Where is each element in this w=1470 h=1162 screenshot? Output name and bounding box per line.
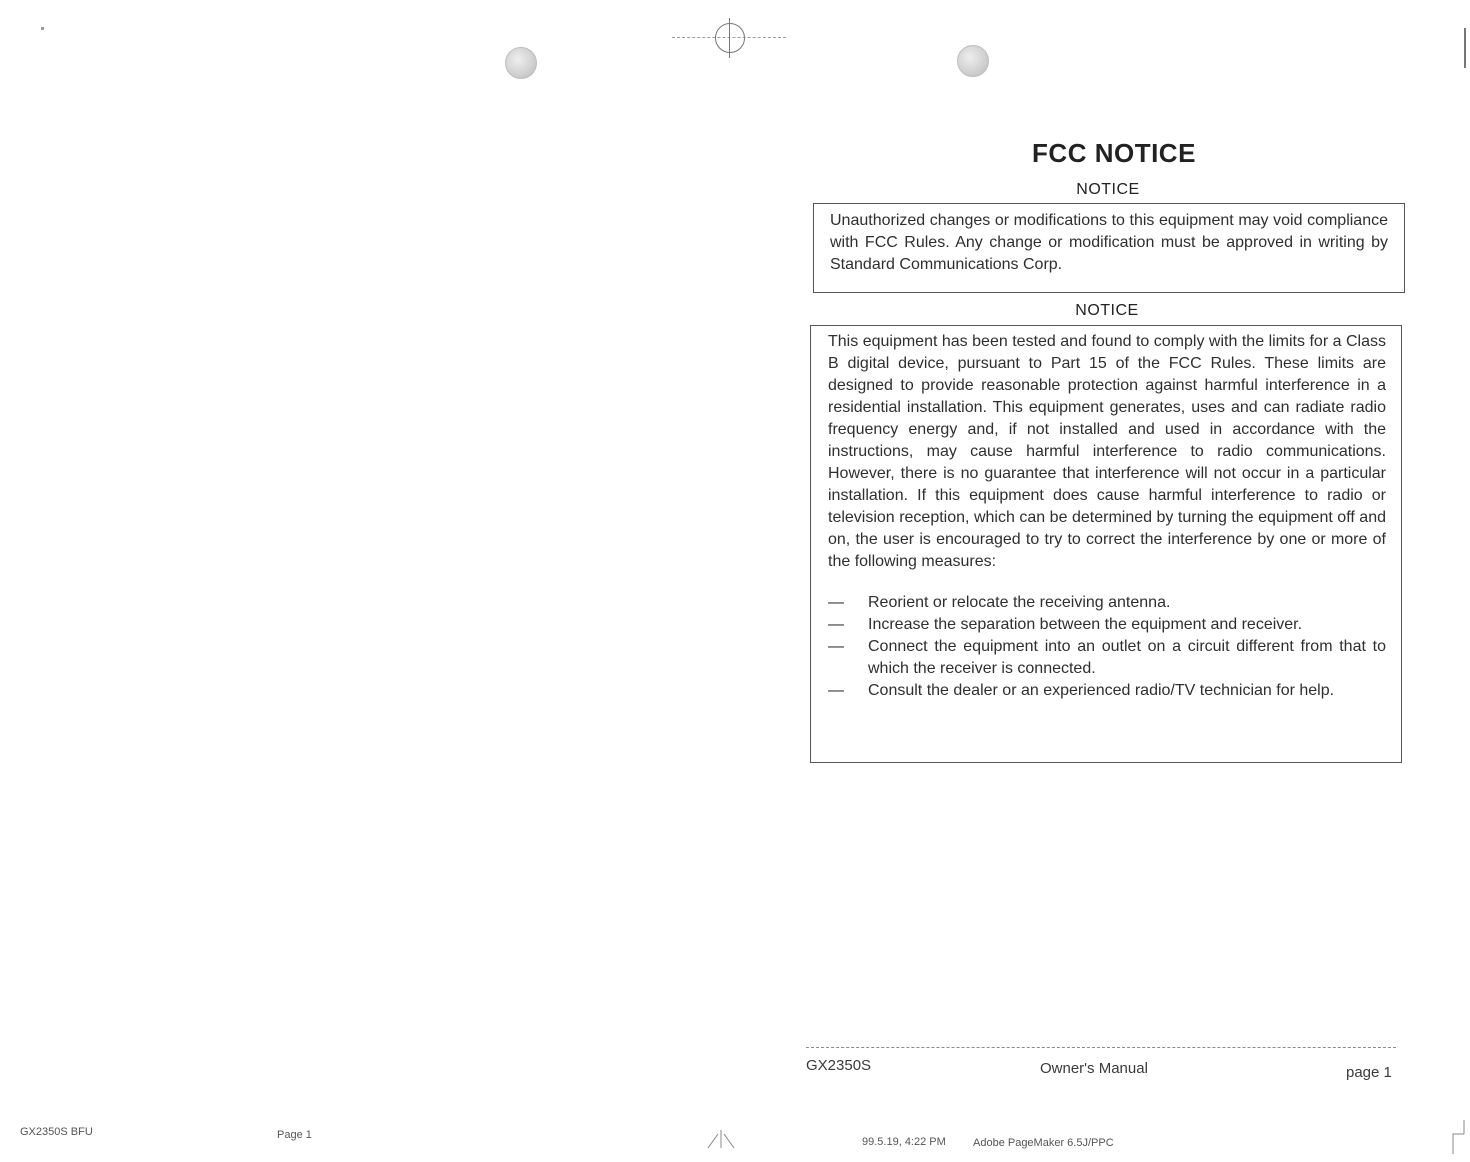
speck-top-left (41, 27, 44, 30)
dash-marker: — (828, 616, 844, 633)
slug-date: 99.5.19, 4:22 PM (862, 1136, 946, 1148)
measures-list (828, 592, 1386, 701)
registration-mark-icon (672, 18, 786, 58)
footer-model: GX2350S (806, 1057, 872, 1074)
slug-app: Adobe PageMaker 6.5J/PPC (973, 1137, 1114, 1149)
dash-marker: — (828, 681, 844, 699)
crop-mark-bottom-right (1450, 1120, 1470, 1154)
measure-text: Connect the equipment into an outlet on a circuit different from that to which the receiver is connected. (868, 638, 1386, 677)
list-item (828, 614, 1386, 636)
registration-mark-bottom-icon (706, 1126, 736, 1150)
measure-text: Increase the separation between the equipment and receiver. (868, 616, 1303, 633)
slug-page: Page 1 (277, 1129, 312, 1141)
punch-hole-left (505, 47, 537, 79)
footer-manual: Owner's Manual (1040, 1060, 1148, 1077)
list-item (828, 680, 1386, 702)
dash-marker: — (828, 638, 844, 655)
notice1-heading: NOTICE (1076, 181, 1140, 198)
crop-mark-top-right (1464, 28, 1466, 68)
measure-text: Consult the dealer or an experienced radio/TV technician for help. (868, 681, 1335, 699)
punch-hole-right (957, 45, 989, 77)
notice2-heading: NOTICE (1075, 302, 1139, 319)
list-item (828, 592, 1386, 614)
footer-rule (806, 1047, 1396, 1048)
notice2-box (810, 325, 1402, 763)
notice1-box (813, 203, 1405, 293)
list-item (828, 636, 1386, 679)
footer-page-number: page 1 (1346, 1064, 1392, 1081)
page-title: FCC NOTICE (1032, 138, 1196, 168)
measure-text: Reorient or relocate the receiving antenna. (868, 594, 1171, 611)
notice2-text: This equipment has been tested and found to comply with the limits for a Class B digital device, pursuant to Part 15 of the FCC Rules. These limits are designed to provide reasonable protection against harmful interference in a residential installation. This equipment generates, uses and can radiate radio frequency energy and, if not installed and used in accordance with the instructions, may cause harmful interference to radio communications. However, there is no guarantee that interference will not occur in a particular installation. If this equipment does cause harmful interference to radio or television reception, which can be determined by turning the equipment off and on, the user is encouraged to try to correct the interference by one or more of the following measures: (828, 333, 1386, 570)
dash-marker: — (828, 594, 844, 611)
notice1-text: Unauthorized changes or modifications to this equipment may void compliance with FCC Rules. Any change or modification must be approved in writing by Standard Communications Corp. (830, 212, 1388, 273)
slug-file: GX2350S BFU (20, 1126, 93, 1138)
